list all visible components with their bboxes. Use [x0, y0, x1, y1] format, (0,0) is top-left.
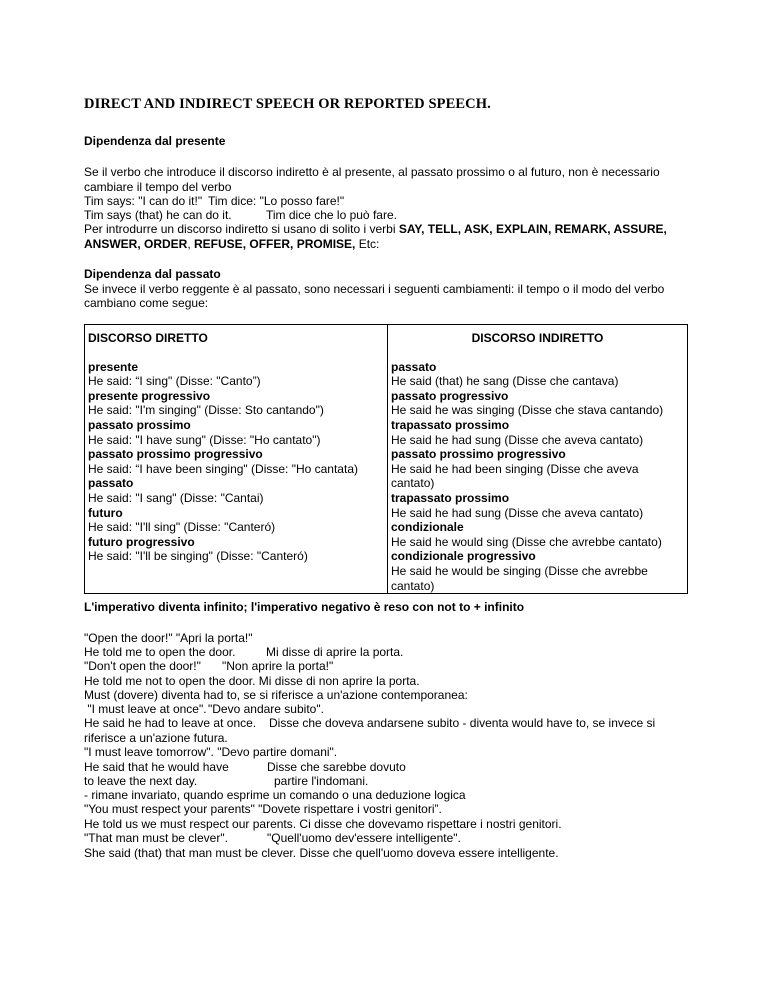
tense-example-continued: cantato): [391, 578, 435, 593]
example-line: [84, 194, 344, 208]
tense-name: passato prossimo progressivo: [391, 447, 566, 462]
tense-example: He said: "I'll sing" (Disse: "Canteró): [88, 520, 276, 535]
body-line: [84, 760, 406, 774]
body-line: [84, 788, 466, 802]
section-heading-imperative: L'imperativo diventa infinito; l'imperativo negativo è reso con not to + infinito: [84, 600, 525, 614]
body-text-italian: "Quell'uomo dev'essere intelligente".: [267, 831, 461, 845]
body-line: [84, 774, 368, 788]
tense-example: He said he had sung (Disse che aveva cantato): [391, 505, 644, 520]
verbs-line: [84, 222, 667, 236]
example-line: [84, 208, 397, 222]
tense-name: passato progressivo: [391, 388, 509, 403]
tense-name: trapassato prossimo: [391, 490, 510, 505]
body-text-italian: "Non aprire la porta!": [222, 659, 334, 673]
verbs-etc: Etc:: [355, 237, 380, 251]
body-text: "Don't open the door!": [84, 659, 201, 673]
tense-example: He said he had been singing (Disse che aveva cantato): [391, 461, 639, 491]
direct-speech-column: [85, 325, 388, 594]
tense-example: He said: “I have been singing" (Disse: "Ho cantata): [88, 461, 358, 476]
tense-example: He said: "I sang" (Disse: "Cantai): [88, 490, 264, 505]
body-line: [84, 645, 403, 659]
tense-name: passato: [88, 476, 134, 491]
body-text: He told me to open the door.: [84, 645, 236, 659]
example-english: Tim says (that) he can do it.: [84, 208, 232, 222]
body-text: "I must leave tomorrow". "Devo partire domani".: [84, 745, 338, 759]
body-text-italian: partire l'indomani.: [274, 774, 369, 788]
tense-example: He said: “I sing" (Disse: "Canto”): [88, 374, 261, 389]
body-line: [84, 659, 333, 673]
section-heading-present: Dipendenza dal presente: [84, 134, 226, 148]
tense-name: futuro: [88, 505, 123, 520]
body-text-italian: Mi disse di aprire la porta.: [266, 645, 404, 659]
body-line: [84, 846, 559, 860]
body-line: [84, 688, 468, 702]
body-line: [84, 631, 252, 645]
tense-example: He said (that) he sang (Disse che cantava): [391, 374, 619, 389]
indirect-speech-header: DISCORSO INDIRETTO: [471, 331, 604, 345]
tense-name: passato: [391, 359, 437, 374]
tense-example: He said he would sing (Disse che avrebbe cantato): [391, 534, 662, 549]
tense-example: He said he had sung (Disse che aveva cantato): [391, 432, 644, 447]
body-line: [84, 831, 461, 845]
example-english: Tim says: "I can do it!": [84, 194, 203, 208]
tense-example: He said: "I'll be singing" (Disse: "Canteró): [88, 549, 308, 564]
body-line: [84, 674, 420, 688]
body-line: [84, 716, 655, 730]
indirect-speech-column: [388, 325, 688, 594]
body-text: He told me not to open the door. Mi disse di non aprire la porta.: [84, 674, 420, 688]
tense-example: He said: "I have sung" (Disse: "Ho cantato"): [88, 432, 321, 447]
body-text: "Open the door!" "Apri la porta!": [84, 631, 253, 645]
body-text: riferisce a un'azione futura.: [84, 731, 228, 745]
example-italian: Tim dice che lo può fare.: [266, 208, 397, 222]
tense-name: presente: [88, 359, 139, 374]
verbs-list: REFUSE, OFFER, PROMISE,: [194, 237, 356, 251]
paragraph-line: Se il verbo che introduce il discorso indiretto è al presente, al passato prossimo o al futuro, non è necessario: [84, 165, 660, 179]
body-text: to leave the next day.: [84, 774, 198, 788]
tense-table: [84, 324, 688, 594]
body-text-italian: Disse che doveva andarsene subito - diventa would have to, se invece si: [269, 716, 656, 730]
tense-name: presente progressivo: [88, 388, 211, 403]
tense-name: passato prossimo: [88, 417, 191, 432]
paragraph-line: cambiano come segue:: [84, 296, 209, 310]
body-text: She said (that) that man must be clever. Disse che quell'uomo doveva essere intelligente.: [84, 846, 559, 860]
tense-name: condizionale: [391, 520, 464, 535]
verbs-list: ANSWER, ORDER: [84, 237, 188, 251]
body-text: He said he had to leave at once.: [84, 716, 257, 730]
body-text-italian: "Devo andare subito".: [208, 702, 324, 716]
body-text-italian: Disse che sarebbe dovuto: [267, 760, 406, 774]
body-line: [84, 731, 228, 745]
body-line: [84, 802, 442, 816]
body-text: Must (dovere) diventa had to, se si riferisce a un'azione contemporanea:: [84, 688, 468, 702]
body-text: He told us we must respect our parents. Ci disse che dovevamo rispettare i nostri genitori.: [84, 817, 562, 831]
body-text: "I must leave at once".: [84, 702, 207, 716]
section-heading-past: Dipendenza dal passato: [84, 267, 221, 281]
verbs-separator: ,: [187, 237, 195, 251]
body-text: He said that he would have: [84, 760, 229, 774]
tense-name: futuro progressivo: [88, 534, 195, 549]
body-line: [84, 702, 324, 716]
body-text: - rimane invariato, quando esprime un comando o una deduzione logica: [84, 788, 466, 802]
body-line: [84, 745, 337, 759]
verbs-intro: Per introdurre un discorso indiretto si usano di solito i verbi: [84, 222, 399, 236]
example-italian: Tim dice: "Lo posso fare!": [208, 194, 345, 208]
body-text: "That man must be clever".: [84, 831, 228, 845]
body-line: [84, 817, 562, 831]
verbs-line: [84, 237, 379, 251]
tense-example: He said he would be singing (Disse che avrebbe: [391, 563, 648, 578]
tense-example: He said he was singing (Disse che stava cantando): [391, 403, 664, 418]
tense-name: trapassato prossimo: [391, 417, 510, 432]
document-title: DIRECT AND INDIRECT SPEECH OR REPORTED SPEECH.: [84, 96, 491, 112]
body-text: "You must respect your parents" "Dovete rispettare i vostri genitori”.: [84, 802, 442, 816]
direct-speech-header: DISCORSO DIRETTO: [88, 331, 208, 345]
paragraph-line: Se invece il verbo reggente è al passato, sono necessari i seguenti cambiamenti: il tempo o il modo del verbo: [84, 282, 665, 296]
tense-name: passato prossimo progressivo: [88, 447, 263, 462]
paragraph-line: cambiare il tempo del verbo: [84, 180, 232, 194]
tense-name: condizionale progressivo: [391, 549, 536, 564]
verbs-list: SAY, TELL, ASK, EXPLAIN, REMARK, ASSURE,: [398, 222, 667, 236]
tense-example: He said: "I'm singing" (Disse: Sto cantando"): [88, 403, 324, 418]
